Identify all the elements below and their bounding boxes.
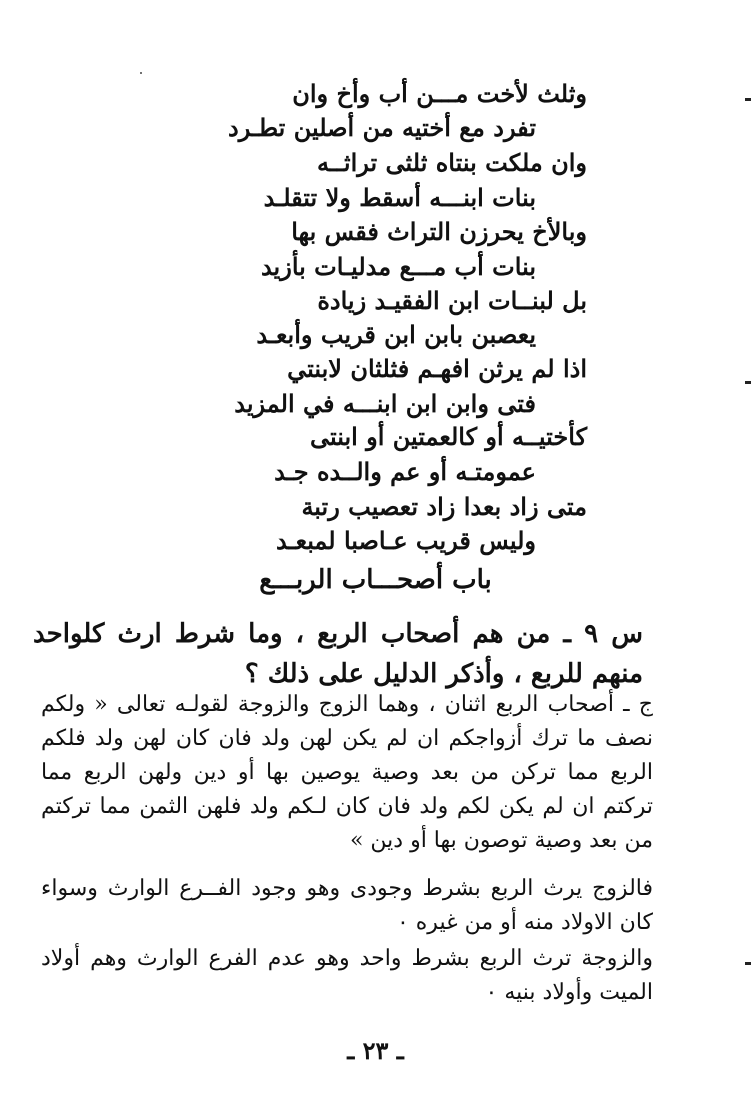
scan-speck [140,72,142,74]
poem-line-3: وان ملكت بنتاه ثلثى تراثــه [316,148,587,177]
poem-line-7: بل لبنــات ابن الفقيـد زيادة [317,286,587,315]
answer-paragraph-3: والزوجة ترث الربع بشرط واحد وهو عدم الفرع الوارث وهم أولاد الميت وأولاد بنيه ٠ [41,946,653,1005]
answer-paragraph-2: فالزوج يرث الربع بشرط وجودى وهو وجود الفــرع الوارث وسواء كان الاولاد منه أو من غيره ٠ [41,876,653,935]
scan-edge-mark-1 [745,98,751,101]
poem-line-10: فتى وابن ابن ابنـــه في المزيد [234,389,536,418]
page-number: ـ ٢٣ ـ [347,1036,404,1065]
poem-line-13: متى زاد بعدا زاد تعصيب رتبة [301,492,587,521]
poem-line-6: بنات أب مـــع مدليـات بأزيد [260,252,536,281]
poem-line-9: اذا لم يرثن افهـم فثلثان لابنتي [287,354,587,383]
scan-edge-mark-2 [745,381,751,384]
poem-line-12: عمومتـه أو عم والــده جـد [274,457,536,486]
poem-line-8: يعصبن بابن ابن قريب وأبعـد [256,320,536,349]
scan-edge-mark-3 [745,962,751,965]
poem-line-5: وبالأخ يحرزن التراث فقس بها [291,217,587,246]
question-text: س ٩ ـ من هم أصحاب الربع ، وما شرط ارث كلواحد منهم للربع ، وأذكر الدليل على ذلك ؟ [33,619,643,689]
poem-line-4: بنات ابنـــه أسقط ولا تتقلـد [263,183,536,212]
poem-line-14: وليس قريب عـاصبا لمبعـد [275,526,536,555]
poem-line-1: وثلث لأخت مـــن أب وأخ وان [292,79,587,108]
section-title: باب أصحـــاب الربـــع [259,565,492,595]
poem-line-11: كأختيــه أو كالعمتين أو ابنتى [309,422,587,451]
answer-paragraph-1: ج ـ أصحاب الربع اثنان ، وهما الزوج والزوجة لقولـه تعالى « ولكم نصف ما ترك أزواجكم ان لم يكن لهن ولد فان كان لهن ولد فلكم الربع مما تركن من بعد وصية يوصين بها أو دين ولهن الربع مما تركتم ان لم يكن لكم ولد فان كان لـكم ولد فلهن الثمن مما تركتم من بعد وصية توصون بها أو دين » [41,692,653,853]
poem-line-2: تفرد مع أختيه من أصلين تطـرد [228,113,536,142]
